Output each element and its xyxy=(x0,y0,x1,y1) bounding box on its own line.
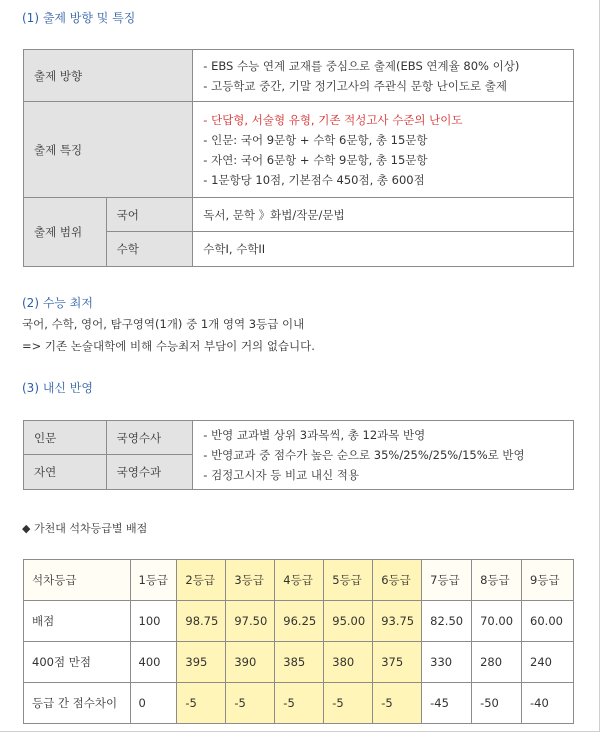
row2-subjects: 국영수과 xyxy=(106,455,193,490)
points-cell: 385 xyxy=(275,642,324,683)
transcript-row-1 xyxy=(24,421,574,455)
grade-cell: 3등급 xyxy=(226,560,275,601)
diff-cell: -5 xyxy=(226,683,275,724)
grade-cell: 1등급 xyxy=(130,560,177,601)
feature-line-3: - 1문항당 10점, 기본점수 450점, 총 600점 xyxy=(203,172,425,187)
diff-cell: -5 xyxy=(275,683,324,724)
grade-header-label: 석차등급 xyxy=(24,560,131,601)
points-row xyxy=(24,642,574,683)
feature-cell xyxy=(193,102,574,198)
transcript-note-2: - 반영교과 중 점수가 높은 순으로 35%/25%/25%/15%로 반영 xyxy=(203,448,525,462)
points-cell: 240 xyxy=(522,642,574,683)
points-cell: 390 xyxy=(226,642,275,683)
direction-line-1: - EBS 수능 연계 교재를 중심으로 출제(EBS 연계율 80% 이상) xyxy=(203,58,520,73)
grade-header-row xyxy=(24,560,574,601)
diff-label: 등급 간 점수차이 xyxy=(24,683,131,724)
score-cell: 95.00 xyxy=(324,601,373,642)
diff-cell: -50 xyxy=(472,683,522,724)
section2-heading: (2) 수능 최저 xyxy=(22,296,93,310)
row1-track: 인문 xyxy=(24,421,107,455)
direction-cell xyxy=(193,50,574,102)
score-cell: 70.00 xyxy=(472,601,522,642)
grade-cell: 4등급 xyxy=(275,560,324,601)
grade-cell: 2등급 xyxy=(177,560,226,601)
scope-math-row xyxy=(24,232,574,267)
scope-math-label: 수학 xyxy=(106,232,193,267)
points-cell: 395 xyxy=(177,642,226,683)
points-cell: 330 xyxy=(422,642,472,683)
direction-line-2: - 고등학교 중간, 기말 정기고사의 주관식 문항 난이도로 출제 xyxy=(203,78,507,93)
row2-track: 자연 xyxy=(24,455,107,490)
feature-line-1: - 인문: 국어 9문항 + 수학 6문항, 총 15문항 xyxy=(203,132,428,147)
points-cell: 375 xyxy=(373,642,422,683)
score-cell: 100 xyxy=(130,601,177,642)
score-cell: 82.50 xyxy=(422,601,472,642)
grade-cell: 8등급 xyxy=(472,560,522,601)
scope-math-value: 수학I, 수학II xyxy=(193,232,574,267)
scope-label: 출제 범위 xyxy=(24,198,107,267)
grade-cell: 9등급 xyxy=(522,560,574,601)
direction-label: 출제 방향 xyxy=(24,50,193,102)
section2-line-2: => 기존 논술대학에 비해 수능최저 부담이 거의 없습니다. xyxy=(22,339,315,353)
score-cell: 98.75 xyxy=(177,601,226,642)
direction-row xyxy=(24,50,574,102)
section3-heading: (3) 내신 반영 xyxy=(22,381,93,395)
points-cell: 400 xyxy=(130,642,177,683)
points-label: 400점 만점 xyxy=(24,642,131,683)
feature-line-red: - 단답형, 서술형 유형, 기존 적성고사 수준의 난이도 xyxy=(203,112,463,127)
diff-cell: -45 xyxy=(422,683,472,724)
transcript-notes xyxy=(193,421,574,490)
score-label: 배점 xyxy=(24,601,131,642)
diff-cell: -5 xyxy=(324,683,373,724)
scope-korean-value: 독서, 문학 》화법/작문/문법 xyxy=(193,198,574,232)
exam-info-table xyxy=(23,49,574,267)
grade-table-title: ◆ 가천대 석차등급별 배점 xyxy=(22,522,148,535)
points-cell: 380 xyxy=(324,642,373,683)
section1-heading: (1) 출제 방향 및 특징 xyxy=(22,11,136,25)
scope-korean-label: 국어 xyxy=(106,198,193,232)
diff-cell: -5 xyxy=(373,683,422,724)
row1-subjects: 국영수사 xyxy=(106,421,193,455)
score-row xyxy=(24,601,574,642)
grade-cell: 5등급 xyxy=(324,560,373,601)
grade-table xyxy=(23,559,574,724)
feature-line-2: - 자연: 국어 6문항 + 수학 9문항, 총 15문항 xyxy=(203,152,428,167)
diff-cell: 0 xyxy=(130,683,177,724)
grade-cell: 6등급 xyxy=(373,560,422,601)
score-cell: 60.00 xyxy=(522,601,574,642)
score-cell: 93.75 xyxy=(373,601,422,642)
grade-cell: 7등급 xyxy=(422,560,472,601)
feature-label: 출제 특징 xyxy=(24,102,193,198)
scope-korean-row xyxy=(24,198,574,232)
score-cell: 97.50 xyxy=(226,601,275,642)
section2-line-1: 국어, 수학, 영어, 탐구영역(1개) 중 1개 영역 3등급 이내 xyxy=(22,317,305,331)
score-cell: 96.25 xyxy=(275,601,324,642)
transcript-note-3: - 검정고시자 등 비교 내신 적용 xyxy=(203,468,359,482)
diff-cell: -40 xyxy=(522,683,574,724)
points-cell: 280 xyxy=(472,642,522,683)
diff-cell: -5 xyxy=(177,683,226,724)
transcript-note-1: - 반영 교과별 상위 3과목씩, 총 12과목 반영 xyxy=(203,428,426,442)
diff-row xyxy=(24,683,574,724)
feature-row xyxy=(24,102,574,198)
transcript-table xyxy=(23,420,574,490)
